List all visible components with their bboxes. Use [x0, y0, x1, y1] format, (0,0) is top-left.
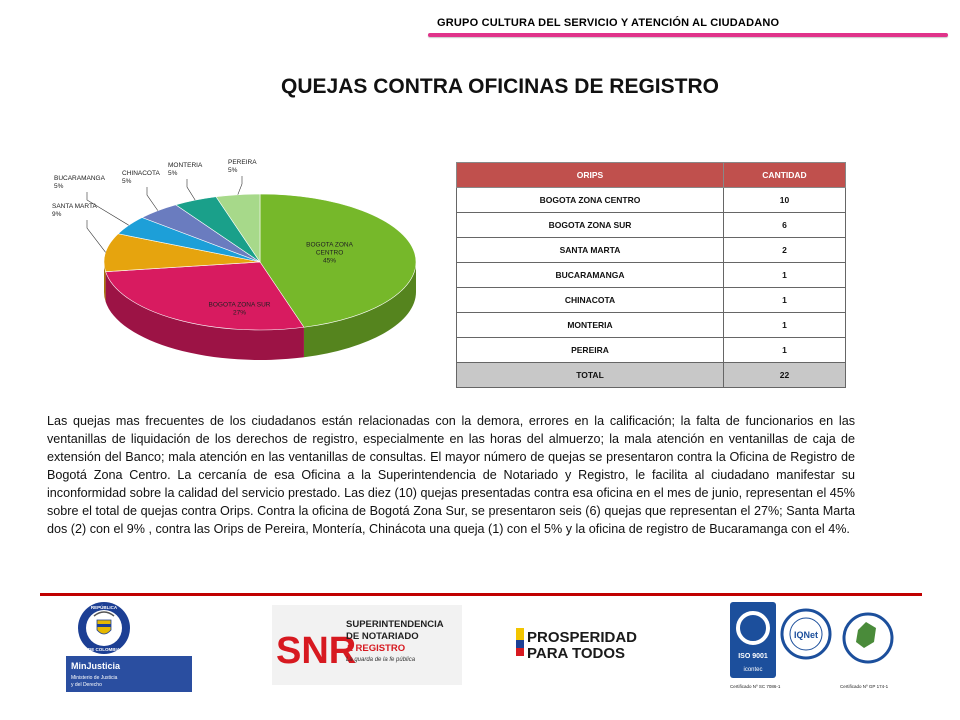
certification-logos: [728, 600, 898, 692]
pie-leader-monteria: [187, 179, 195, 200]
table-row: [457, 188, 846, 213]
table-cell-count: 1: [724, 288, 846, 313]
pie-label-chinacota: CHINACOTA 5%: [122, 170, 160, 185]
table-cell-orip: PEREIRA: [457, 338, 724, 363]
minjusticia-logo: [66, 598, 194, 694]
table-cell-orip: SANTA MARTA: [457, 238, 724, 263]
header-rule: [428, 33, 948, 37]
footer-rule: [40, 593, 922, 596]
svg-text:Certificado Nº GP 174-1: Certificado Nº GP 174-1: [840, 684, 889, 689]
svg-text:y del Derecho: y del Derecho: [71, 682, 102, 688]
pie-chart: [40, 140, 440, 390]
table-row: [457, 313, 846, 338]
svg-text:IQNet: IQNet: [793, 630, 819, 640]
pie-leader-santa-marta: [87, 220, 106, 252]
analysis-paragraph: Las quejas mas frecuentes de los ciudadanos están relacionadas con la demora, errores en la calificación; la falta de funcionarios en las ventanillas de liquidación de los derechos de registro, especialmente en las horas del almuerzo; la mala atención en ventanillas de caja de extensión del Banco; mala atención en las ventanillas de consultas. El mayor número de quejas se presentaron contra la Oficina de Registro de Bogotá Zona Centro. La cercanía de esa Oficina a la Superintendencia de Notariado y Registro, le facilita al ciudadano manifestar su inconformidad sobre la calidad del servicio prestado. Las diez (10) quejas presentadas contra esa oficina en el mes de junio, representan el 45% sobre el total de quejas contra Orips. Contra la oficina de Bogotá Zona Sur, se presentaron seis (6) quejas que representan el 27%; Santa Marta dos (2) con el 9% , contra las Orips de Pereira, Montería, Chinácota una queja (1) con el 5% y la oficina de registro de Bucaramanga con el 4%.: [47, 414, 855, 536]
table-cell-count: 10: [724, 188, 846, 213]
orips-table: [456, 162, 846, 388]
svg-text:MinJusticia: MinJusticia: [71, 661, 121, 671]
pie-label-pereira: PEREIRA 5%: [228, 159, 257, 174]
table-cell-count: 2: [724, 238, 846, 263]
table-header-row: [457, 163, 846, 188]
svg-text:SNR: SNR: [276, 630, 357, 672]
pie-label-monteria: MONTERIA 5%: [168, 162, 203, 177]
table-cell-count: 1: [724, 263, 846, 288]
svg-text:PROSPERIDAD: PROSPERIDAD: [527, 629, 638, 646]
pie-label-bogota-zona-sur: BOGOTA ZONA SUR 27%: [208, 301, 271, 317]
svg-text:DE COLOMBIA: DE COLOMBIA: [88, 647, 120, 652]
pie-leader-pereira: [238, 176, 242, 195]
svg-text:SUPERINTENDENCIA: SUPERINTENDENCIA: [346, 619, 444, 630]
table-cell-count: 1: [724, 338, 846, 363]
svg-text:DE NOTARIADO: DE NOTARIADO: [346, 631, 419, 642]
table-row: [457, 238, 846, 263]
pie-label-bogota-zona-centro: BOGOTA ZONA CENTRO 45%: [306, 241, 353, 265]
table-header-orips: ORIPS: [457, 163, 724, 188]
pie-tops: [104, 194, 416, 330]
svg-text:PARA TODOS: PARA TODOS: [527, 645, 626, 662]
pie-leader-chinacota: [147, 187, 158, 211]
svg-text:& REGISTRO: & REGISTRO: [346, 643, 406, 654]
table-total-label: TOTAL: [457, 363, 724, 388]
table-total-value: 22: [724, 363, 846, 388]
svg-text:La guarda de la fe pública: La guarda de la fe pública: [346, 657, 416, 663]
table-cell-orip: BOGOTA ZONA SUR: [457, 213, 724, 238]
table-row: [457, 288, 846, 313]
table-row: [457, 263, 846, 288]
pie-label-bucaramanga: BUCARAMANGA 5%: [54, 175, 105, 190]
svg-text:Certificado Nº SC 7086-1: Certificado Nº SC 7086-1: [730, 684, 781, 689]
prosperidad-logo: [516, 624, 646, 666]
table-cell-orip: BOGOTA ZONA CENTRO: [457, 188, 724, 213]
table-row: [457, 338, 846, 363]
svg-text:icontec: icontec: [743, 667, 763, 673]
snr-logo: [272, 605, 462, 685]
table-cell-orip: CHINACOTA: [457, 288, 724, 313]
table-cell-orip: BUCARAMANGA: [457, 263, 724, 288]
svg-text:REPÚBLICA: REPÚBLICA: [90, 605, 118, 610]
svg-text:Ministerio de Justicia: Ministerio de Justicia: [71, 675, 118, 681]
table-header-cantidad: CANTIDAD: [724, 163, 846, 188]
table-cell-count: 6: [724, 213, 846, 238]
header-group-label: GRUPO CULTURA DEL SERVICIO Y ATENCIÓN AL CIUDADANO: [437, 17, 780, 29]
table-cell-orip: MONTERIA: [457, 313, 724, 338]
table-row: [457, 213, 846, 238]
table-cell-count: 1: [724, 313, 846, 338]
pie-label-santa-marta: SANTA MARTA 9%: [52, 203, 97, 218]
page-title: QUEJAS CONTRA OFICINAS DE REGISTRO: [281, 75, 719, 98]
table-total-row: [457, 363, 846, 388]
svg-text:ISO 9001: ISO 9001: [738, 653, 768, 660]
